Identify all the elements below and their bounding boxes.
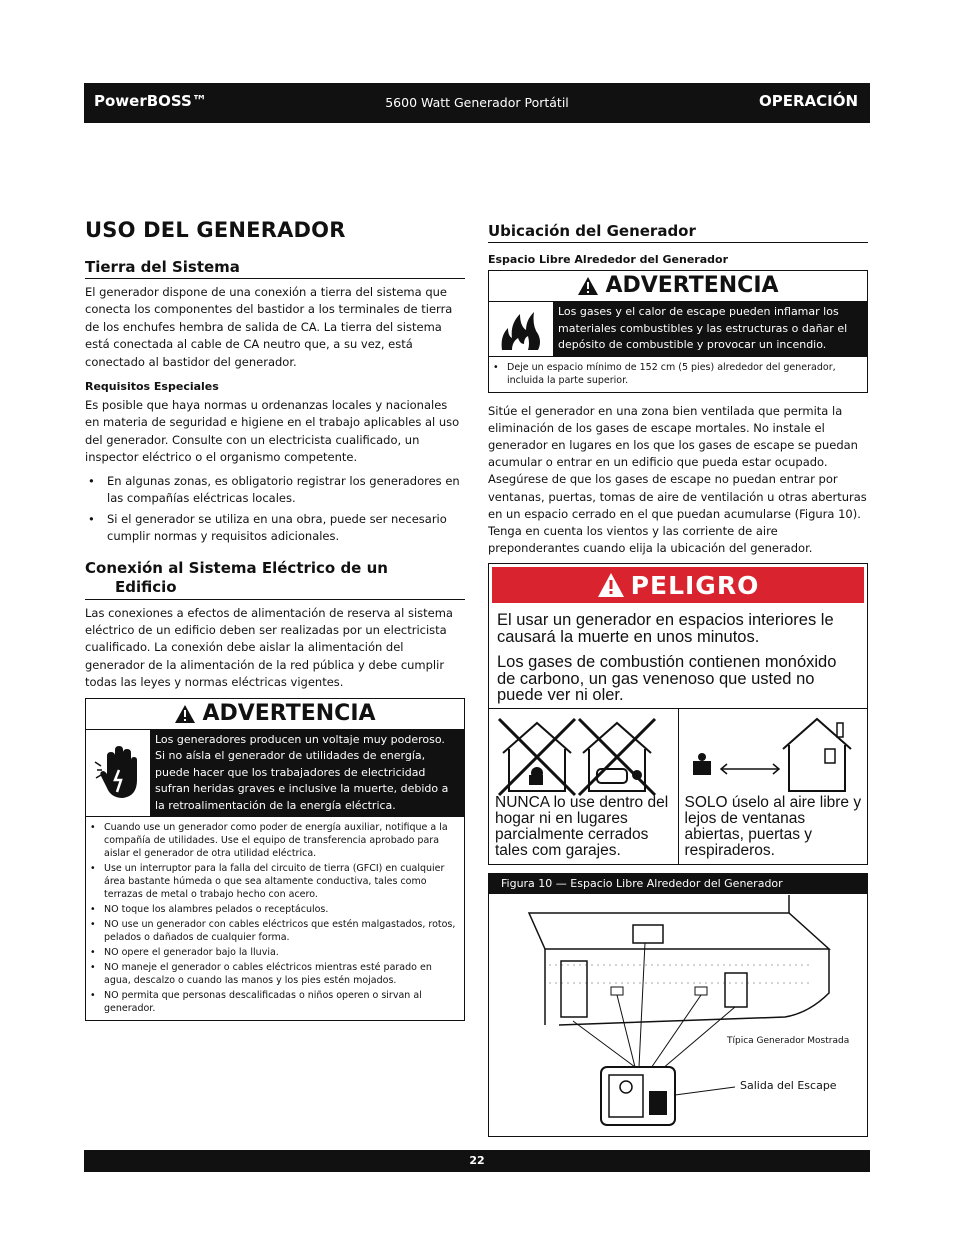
danger-title: PELIGRO: [492, 567, 864, 603]
outdoor-distance-icon: [683, 713, 863, 797]
danger-triangle-icon: [597, 572, 625, 598]
heading-requisitos: Requisitos Especiales: [85, 380, 219, 394]
list-item: • NO opere el generador bajo la lluvia.: [90, 947, 279, 959]
tierra-body: El generador dispone de una conexión a tierra del sistema que conecta los componentes del bastidor a los terminales de tierra de los enchufes hembra de salida de CA. La tierra del sistema está conectada al cable de CA neutro que, a su vez, está conectado al bastidor del generador.: [85, 285, 453, 369]
fire-icon: [489, 302, 554, 356]
section-name: OPERACIÓN: [758, 92, 858, 110]
typical-label: Típica Generador Mostrada: [727, 1035, 850, 1046]
list-item: • Deje un espacio mínimo de 152 cm (5 pies) alrededor del generador, incluida la parte superior.: [493, 361, 836, 386]
warning-text: Los gases y el calor de escape pueden inflamar los materiales combustibles y las estructuras o dañar el depósito de combustible y provocar un incendio.: [554, 302, 867, 356]
heading-conexion: Conexión al Sistema Eléctrico de un Edificio: [85, 559, 465, 600]
warning-title: ADVERTENCIA: [86, 699, 464, 730]
never-indoors-caption: NUNCA lo use dentro del hogar ni en lugares parcialmente cerrados tales com garajes.: [495, 793, 669, 859]
warning-box-electrical: [85, 698, 465, 1022]
never-indoors-panel: [489, 709, 678, 864]
electrocution-hand-icon: [86, 730, 151, 817]
heading-espacio: Espacio Libre Alrededor del Generador: [488, 253, 729, 266]
no-indoor-garage-icon: [497, 713, 677, 797]
page-number: 22: [84, 1150, 870, 1172]
figure-caption: Figura 10 — Espacio Libre Alrededor del Generador: [489, 874, 867, 894]
danger-pictograms: [489, 708, 867, 864]
list-item: • Use un interruptor para la falla del circuito de tierra (GFCI) en cualquier área bastante húmeda o que sea altamente conductiva, tales como terrazas de metal o trabajo hecho con acero.: [90, 863, 445, 901]
conexion-body: Las conexiones a efectos de alimentación de reserva al sistema eléctrico de un edificio deben ser realizadas por un electricista cualificado. La conexión debe aislar la alimentación del generador de la alimentación de la red pública y debe cumplir todas las leyes y normas eléctricas vigentes.: [85, 605, 453, 690]
only-outdoors-panel: [678, 709, 868, 864]
warning-list: [489, 356, 867, 392]
heading-tierra: Tierra del Sistema: [85, 258, 465, 279]
heading-ubicacion: Ubicación del Generador: [488, 222, 868, 243]
exhaust-label: Salida del Escape: [740, 1078, 837, 1092]
list-item: • NO permita que personas descalificadas o niños operen o sirvan al generador.: [90, 990, 422, 1015]
ubicacion-body: Sitúe el generador en una zona bien ventilada que permita la eliminación de los gases de escape mortales. No instale el generador en lugares en los que los gases de escape se puedan acumular o entrar en un edificio que pueda estar ocupado. Asegúrese de que los gases de escape no puedan entrar por ventanas, puertas, tomas de aire de ventilación u otras aberturas en un espacio cerrado en el que puedan acumularse (Figura 10). Tenga en cuenta los vientos y las corriente de aire preponderantes cuando elija la ubicación del generador.: [488, 403, 867, 556]
warning-triangle-icon: [174, 704, 196, 724]
warning-triangle-icon: [577, 276, 599, 296]
warning-title: ADVERTENCIA: [489, 271, 867, 302]
left-column: [85, 218, 465, 1021]
list-item: • Cuando use un generador como poder de energía auxiliar, notifique a la compañía de utilidades. Use el equipo de transferencia aprobado para aislar el generador de otra utilidad eléctrica.: [90, 822, 448, 860]
page-header: [84, 83, 870, 123]
danger-text: El usar un generador en espacios interiores le causará la muerte en unos minutos. Los gases de combustión contienen monóxido de carbono, un gas venenoso que usted no puede ver ni oler.: [497, 611, 837, 705]
only-outdoors-caption: SOLO úselo al aire libre y lejos de ventanas abiertas, puertas y respiraderos.: [684, 793, 862, 859]
list-item: • NO maneje el generador o cables eléctricos mientras esté parado en agua, descalzo o cuando las manos y los pies estén mojados.: [90, 962, 432, 987]
list-item: • En algunas zonas, es obligatorio registrar los generadores en las compañías eléctricas locales.: [88, 473, 460, 505]
requisitos-body: Es posible que haya normas u ordenanzas locales y nacionales en materia de seguridad e higiene en el trabajo aplicables al uso del generador. Consulte con un electricista cualificado, un inspector eléctrico o el organismo competente.: [85, 398, 460, 465]
list-item: • NO use un generador con cables eléctricos que estén malgastados, rotos, pelados o dañados de cualquier forma.: [90, 919, 456, 944]
warning-text: Los generadores producen un voltaje muy poderoso. Si no aísla el generador de utilidades de energía, puede hacer que los trabajadores de electricidad sufran heridas graves e inclusive la muerte, debido a la retroalimentación de la energía eléctrica.: [151, 730, 464, 817]
warning-box-fire: [488, 270, 868, 393]
figure-10: [488, 873, 868, 1137]
list-item: • Si el generador se utiliza en una obra, puede ser necesario cumplir normas y requisitos adicionales.: [88, 511, 447, 543]
list-item: • NO toque los alambres pelados o receptáculos.: [90, 904, 329, 916]
model-name: 5600 Watt Generador Portátil: [385, 95, 569, 110]
generator-clearance-illustration: [489, 895, 867, 1135]
page-title: USO DEL GENERADOR: [85, 218, 346, 242]
danger-box: [488, 563, 868, 865]
warning-list: [86, 816, 464, 1020]
requisitos-list: [85, 473, 465, 545]
brand-name: PowerBOSS™: [94, 92, 207, 110]
right-column: [488, 218, 868, 1137]
